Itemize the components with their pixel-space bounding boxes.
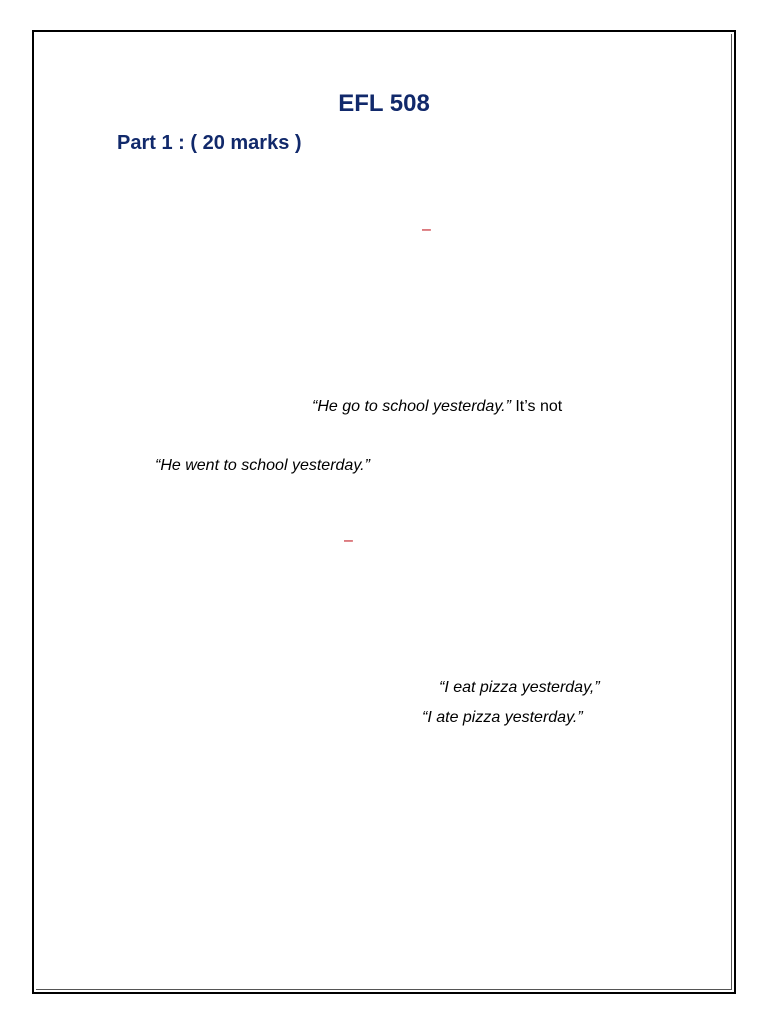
example-1-trailing-text: It’s not bbox=[510, 398, 563, 415]
example-2-incorrect-quote: “I eat pizza yesterday,” bbox=[439, 679, 600, 696]
page-border-shadow bbox=[36, 34, 732, 990]
red-dash-1: – bbox=[422, 221, 431, 238]
part-heading: Part 1 : ( 20 marks ) bbox=[117, 132, 302, 154]
page-border bbox=[32, 30, 736, 994]
example-2-correct-quote: “I ate pizza yesterday.” bbox=[422, 709, 583, 726]
example-1-incorrect-quote: “He go to school yesterday.” bbox=[312, 398, 511, 415]
red-dash-2: – bbox=[344, 532, 353, 549]
page-title: EFL 508 bbox=[338, 90, 430, 117]
example-1-correct-quote: “He went to school yesterday.” bbox=[155, 457, 370, 474]
example-1-line bbox=[312, 397, 562, 417]
